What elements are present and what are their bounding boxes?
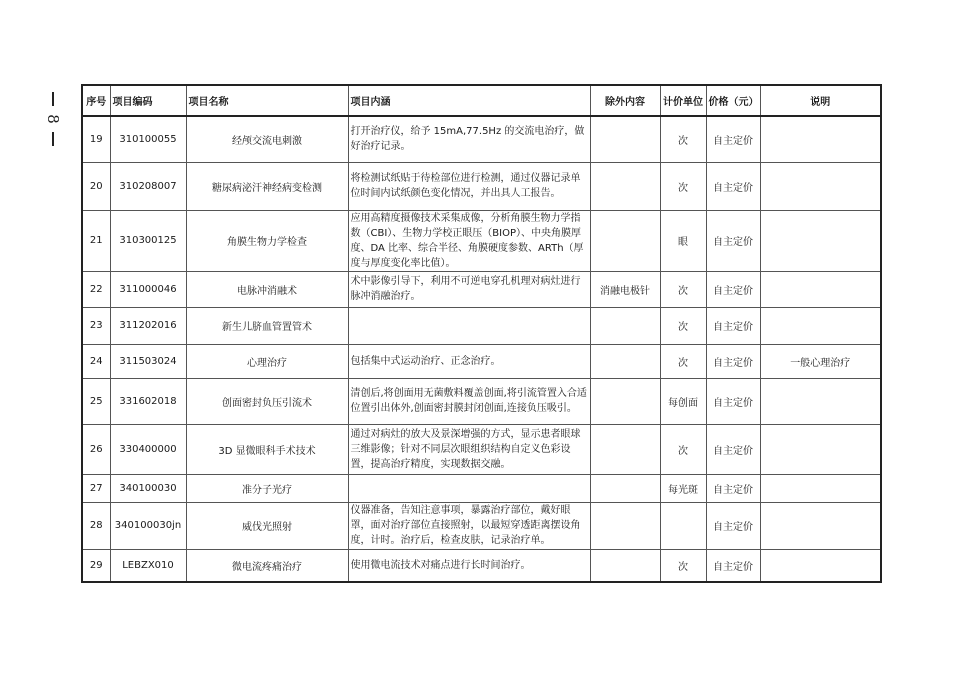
- page-number-bar-bottom: [52, 132, 54, 146]
- cell-name: 新生儿脐血管置管术: [186, 307, 348, 344]
- cell-seq: 25: [82, 378, 110, 424]
- cell-note: [760, 116, 881, 162]
- header-unit: 计价单位: [660, 85, 706, 116]
- cell-code: 340100030jn: [110, 502, 186, 549]
- cell-excluded: [590, 307, 660, 344]
- cell-excluded: [590, 424, 660, 474]
- cell-name: 准分子光疗: [186, 474, 348, 502]
- cell-code: 330400000: [110, 424, 186, 474]
- cell-name: 创面密封负压引流术: [186, 378, 348, 424]
- cell-seq: 21: [82, 210, 110, 271]
- cell-seq: 26: [82, 424, 110, 474]
- cell-note: [760, 502, 881, 549]
- cell-seq: 28: [82, 502, 110, 549]
- cell-price: 自主定价: [706, 116, 760, 162]
- cell-content: 使用微电流技术对痛点进行长时间治疗。: [348, 549, 590, 582]
- cell-price: 自主定价: [706, 210, 760, 271]
- cell-content: [348, 474, 590, 502]
- table-row: [82, 162, 881, 210]
- cell-note: [760, 474, 881, 502]
- cell-note: [760, 549, 881, 582]
- cell-content: 将检测试纸贴于待检部位进行检测，通过仪器记录单位时间内试纸颜色变化情况，并出具人工报告。: [348, 162, 590, 210]
- table-row: [82, 210, 881, 271]
- cell-excluded: 消融电极针: [590, 271, 660, 307]
- cell-code: 311503024: [110, 344, 186, 378]
- table-row: [82, 307, 881, 344]
- cell-name: 角膜生物力学检查: [186, 210, 348, 271]
- table-header-row: [82, 85, 881, 116]
- cell-content: 打开治疗仪，给予 15mA,77.5Hz 的交流电治疗，做好治疗记录。: [348, 116, 590, 162]
- cell-excluded: [590, 378, 660, 424]
- cell-excluded: [590, 549, 660, 582]
- cell-unit: 次: [660, 307, 706, 344]
- header-content: 项目内涵: [348, 85, 590, 116]
- cell-excluded: [590, 344, 660, 378]
- header-note: 说明: [760, 85, 881, 116]
- cell-seq: 27: [82, 474, 110, 502]
- cell-price: 自主定价: [706, 344, 760, 378]
- cell-note: [760, 162, 881, 210]
- cell-code: 310300125: [110, 210, 186, 271]
- cell-unit: 次: [660, 344, 706, 378]
- cell-price: 自主定价: [706, 549, 760, 582]
- cell-unit: 每光斑: [660, 474, 706, 502]
- cell-unit: 眼: [660, 210, 706, 271]
- cell-price: 自主定价: [706, 378, 760, 424]
- cell-name: 经颅交流电刺激: [186, 116, 348, 162]
- cell-name: 糖尿病泌汗神经病变检测: [186, 162, 348, 210]
- header-seq: 序号: [82, 85, 110, 116]
- table-row: [82, 344, 881, 378]
- header-price: 价格（元）: [706, 85, 760, 116]
- cell-price: 自主定价: [706, 162, 760, 210]
- price-table: [81, 84, 882, 583]
- cell-excluded: [590, 210, 660, 271]
- header-name: 项目名称: [186, 85, 348, 116]
- cell-unit: 次: [660, 424, 706, 474]
- cell-excluded: [590, 502, 660, 549]
- cell-price: 自主定价: [706, 271, 760, 307]
- cell-content: [348, 307, 590, 344]
- cell-code: 310100055: [110, 116, 186, 162]
- cell-note: [760, 271, 881, 307]
- page-number: 8: [43, 114, 62, 124]
- cell-seq: 29: [82, 549, 110, 582]
- cell-code: LEBZX010: [110, 549, 186, 582]
- cell-name: 3D 显微眼科手术技术: [186, 424, 348, 474]
- cell-unit: 次: [660, 549, 706, 582]
- header-code: 项目编码: [110, 85, 186, 116]
- cell-note: 一般心理治疗: [760, 344, 881, 378]
- cell-name: 微电流疼痛治疗: [186, 549, 348, 582]
- cell-code: 311000046: [110, 271, 186, 307]
- cell-excluded: [590, 162, 660, 210]
- cell-code: 340100030: [110, 474, 186, 502]
- cell-seq: 22: [82, 271, 110, 307]
- table-row: [82, 424, 881, 474]
- header-excluded: 除外内容: [590, 85, 660, 116]
- table-row: [82, 474, 881, 502]
- cell-unit: 每创面: [660, 378, 706, 424]
- cell-unit: 次: [660, 162, 706, 210]
- cell-code: 331602018: [110, 378, 186, 424]
- cell-excluded: [590, 116, 660, 162]
- table-row: [82, 271, 881, 307]
- cell-code: 310208007: [110, 162, 186, 210]
- cell-name: 心理治疗: [186, 344, 348, 378]
- cell-seq: 19: [82, 116, 110, 162]
- cell-price: 自主定价: [706, 307, 760, 344]
- table-row: [82, 549, 881, 582]
- cell-price: 自主定价: [706, 424, 760, 474]
- cell-code: 311202016: [110, 307, 186, 344]
- cell-seq: 20: [82, 162, 110, 210]
- cell-excluded: [590, 474, 660, 502]
- cell-content: 应用高精度摄像技术采集成像，分析角膜生物力学指数（CBI）、生物力学校正眼压（BIOP）、中央角膜厚度、DA 比率、综合半径、角膜硬度参数、ARTh（厚度与厚度变化率比值）。: [348, 210, 590, 271]
- cell-unit: 次: [660, 271, 706, 307]
- cell-price: 自主定价: [706, 502, 760, 549]
- page-number-marker: [40, 92, 66, 146]
- cell-content: 仪器准备，告知注意事项，暴露治疗部位，戴好眼罩，面对治疗部位直接照射，以最短穿透距离摆设角度，计时。治疗后，检查皮肤，记录治疗单。: [348, 502, 590, 549]
- cell-note: [760, 210, 881, 271]
- table-row: [82, 116, 881, 162]
- cell-price: 自主定价: [706, 474, 760, 502]
- cell-content: 通过对病灶的放大及景深增强的方式，显示患者眼球三维影像；针对不同层次眼组织结构自定义色彩设置，提高治疗精度，实现数据交融。: [348, 424, 590, 474]
- cell-unit: [660, 502, 706, 549]
- page-number-bar-top: [52, 92, 54, 106]
- cell-name: 威伐光照射: [186, 502, 348, 549]
- cell-seq: 23: [82, 307, 110, 344]
- cell-seq: 24: [82, 344, 110, 378]
- cell-unit: 次: [660, 116, 706, 162]
- cell-name: 电脉冲消融术: [186, 271, 348, 307]
- cell-note: [760, 307, 881, 344]
- cell-content: 包括集中式运动治疗、正念治疗。: [348, 344, 590, 378]
- table-row: [82, 502, 881, 549]
- table-row: [82, 378, 881, 424]
- cell-note: [760, 378, 881, 424]
- cell-content: 术中影像引导下，利用不可逆电穿孔机理对病灶进行脉冲消融治疗。: [348, 271, 590, 307]
- cell-content: 清创后,将创面用无菌敷料覆盖创面,将引流管置入合适位置引出体外,创面密封膜封闭创面,连接负压吸引。: [348, 378, 590, 424]
- cell-note: [760, 424, 881, 474]
